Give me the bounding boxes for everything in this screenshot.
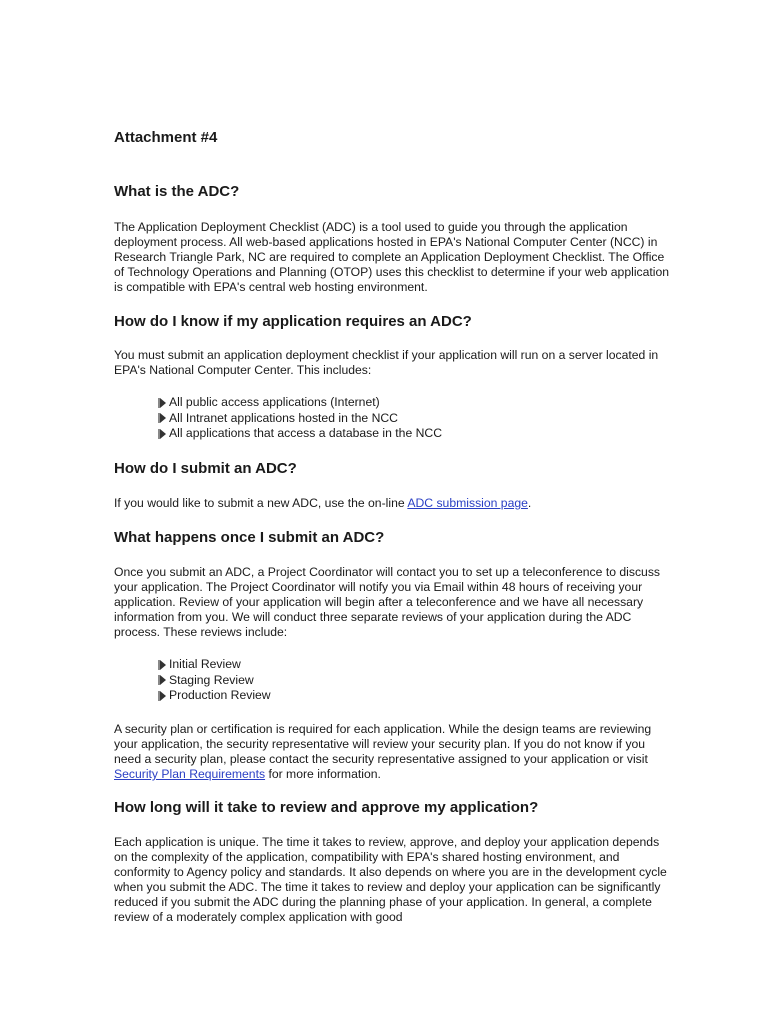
bullet-arrow-icon xyxy=(160,675,166,685)
para-how-know: You must submit an application deployment checklist if your application will run on a server located in EPA's National Computer Center. This includes: xyxy=(114,348,659,377)
list-item: All Intranet applications hosted in the NCC xyxy=(160,411,442,427)
list-item: Production Review xyxy=(160,688,271,704)
para-what-happens: Once you submit an ADC, a Project Coordinator will contact you to set up a teleconference to discuss your application. The Project Coordinator will notify you via Email within 48 hours of receiving your application. Review of your application will begin after a teleconference and we have all necessary information from you. We will conduct three separate reviews of your application during the ADC process. These reviews include: xyxy=(114,565,661,639)
bullet-arrow-icon xyxy=(160,691,166,701)
attachment-title: Attachment #4 xyxy=(114,129,218,146)
list-adc-requirements xyxy=(160,395,442,442)
bullet-arrow-icon xyxy=(160,398,166,408)
para-how-submit: If you would like to submit a new ADC, use the on-line ADC submission page. xyxy=(114,496,532,510)
bullet-arrow-icon xyxy=(160,660,166,670)
bullet-arrow-icon xyxy=(160,413,166,423)
heading-how-know: How do I know if my application requires an ADC? xyxy=(114,313,472,330)
heading-what-happens: What happens once I submit an ADC? xyxy=(114,529,385,546)
heading-how-long: How long will it take to review and approve my application? xyxy=(114,799,539,816)
list-item: Staging Review xyxy=(160,673,271,689)
heading-what-is-adc: What is the ADC? xyxy=(114,183,240,200)
list-reviews xyxy=(160,657,271,704)
list-item: Initial Review xyxy=(160,657,271,673)
list-item: All applications that access a database in the NCC xyxy=(160,426,442,442)
adc-submission-link[interactable]: ADC submission page xyxy=(407,496,528,510)
para-security-plan: A security plan or certification is required for each application. While the design teams are reviewing your application, the security representative will review your security plan. If you do not know if you need a security plan, please contact the security representative assigned to your application or visit Security Plan Requirements for more information. xyxy=(114,722,652,781)
bullet-arrow-icon xyxy=(160,429,166,439)
heading-how-submit: How do I submit an ADC? xyxy=(114,460,297,477)
para-what-is-adc: The Application Deployment Checklist (ADC) is a tool used to guide you through the application deployment process. All web-based applications hosted in EPA's National Computer Center (NCC) in Research Triangle Park, NC are required to complete an Application Deployment Checklist. The Office of Technology Operations and Planning (OTOP) uses this checklist to determine if your web application is compatible with EPA's central web hosting environment. xyxy=(114,220,670,294)
para-how-long: Each application is unique. The time it takes to review, approve, and deploy your application depends on the complexity of the application, compatibility with EPA's shared hosting environment, and conformity to Agency policy and standards. It also depends on where you are in the development cycle when you submit the ADC. The time it takes to review and deploy your application can be significantly reduced if you submit the ADC during the planning phase of your application. In general, a complete review of a moderately complex application with good xyxy=(114,835,667,924)
security-plan-link[interactable]: Security Plan Requirements xyxy=(114,767,266,781)
list-item: All public access applications (Internet) xyxy=(160,395,442,411)
